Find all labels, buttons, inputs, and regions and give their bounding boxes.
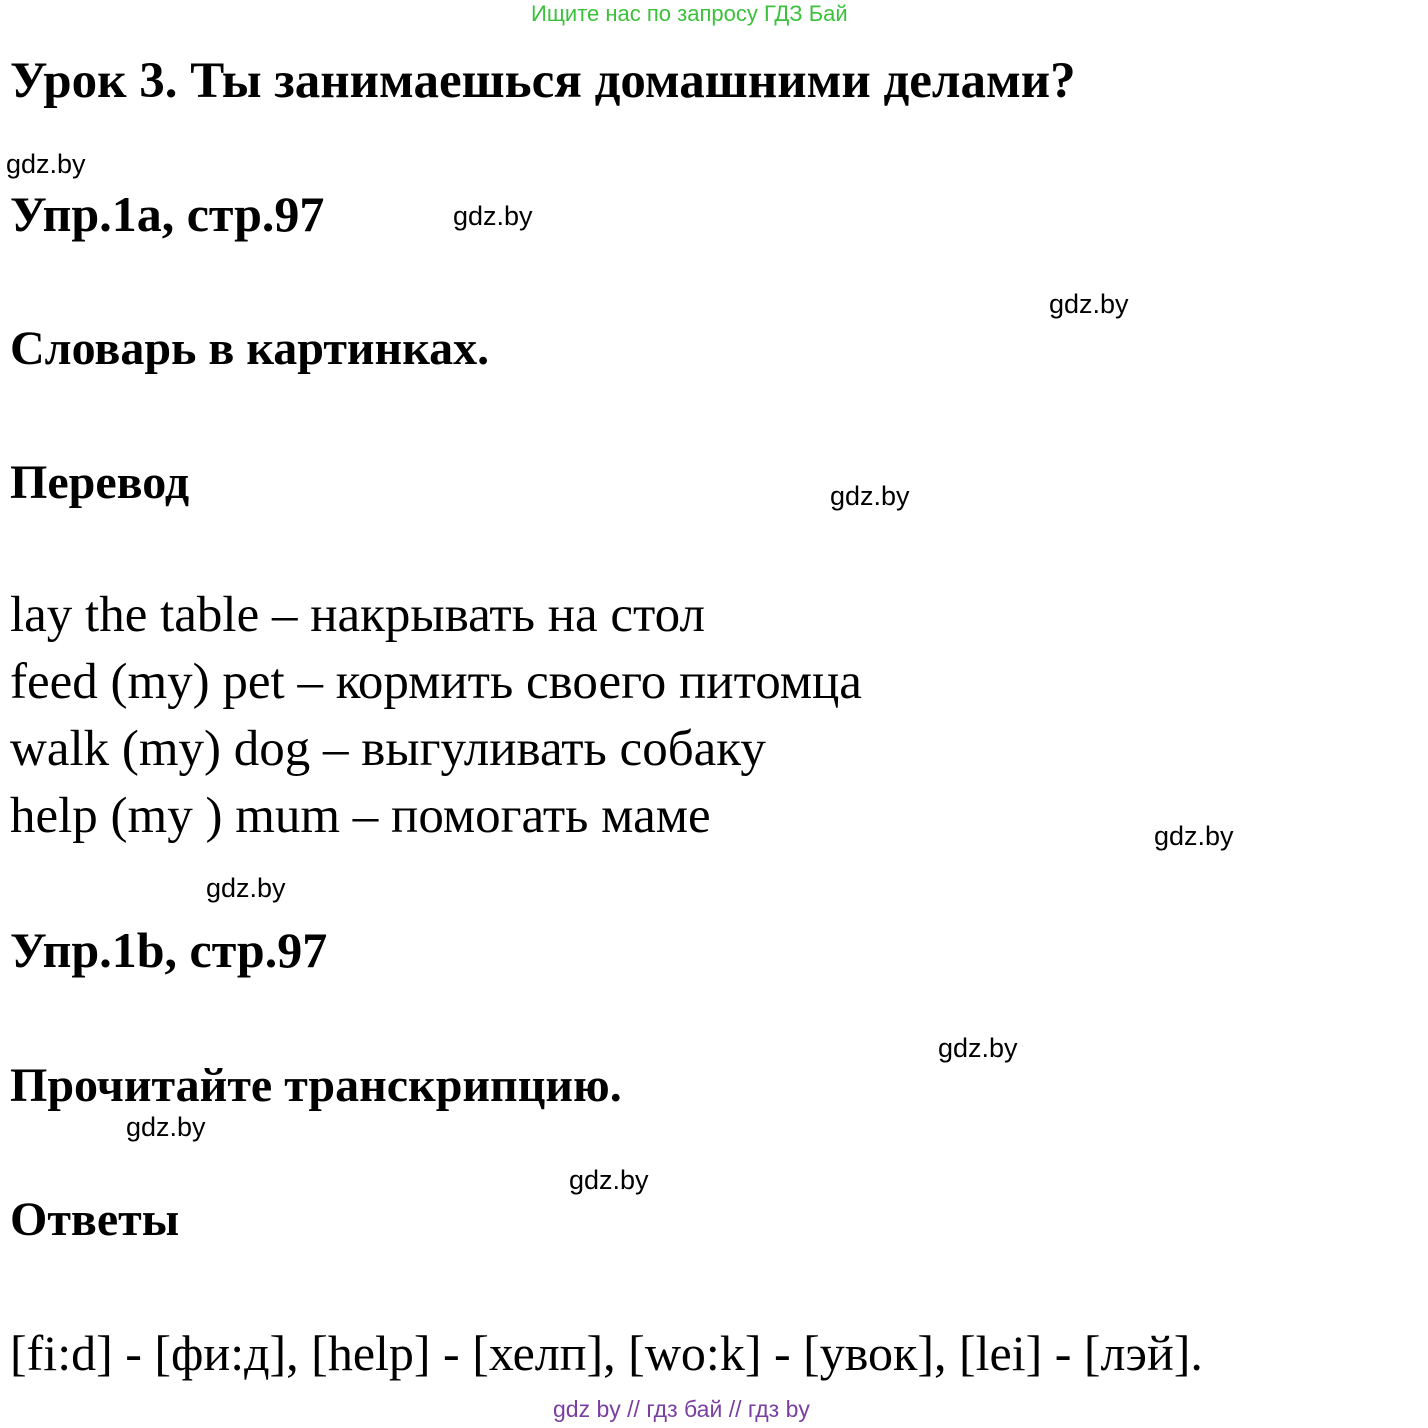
exercise-1b-task: Прочитайте транскрипцию.: [10, 1059, 622, 1112]
exercise-1a-section-label: Перевод: [10, 456, 190, 509]
search-banner: Ищите нас по запросу ГДЗ Бай: [531, 1, 848, 26]
exercise-1a-task: Словарь в картинках.: [10, 322, 490, 375]
vocabulary-line: feed (my) pet – кормить своего питомца: [10, 654, 862, 710]
watermark: gdz.by: [569, 1165, 649, 1195]
lesson-title: Урок 3. Ты занимаешься домашними делами?: [10, 53, 1076, 109]
footer-watermark: gdz by // гдз бай // гдз by: [553, 1396, 810, 1422]
watermark: gdz.by: [453, 201, 533, 231]
watermark: gdz.by: [6, 149, 86, 179]
watermark: gdz.by: [126, 1112, 206, 1142]
vocabulary-line: walk (my) dog – выгуливать собаку: [10, 721, 766, 777]
watermark: gdz.by: [1154, 821, 1234, 851]
exercise-1a-heading: Упр.1а, стр.97: [10, 186, 325, 242]
exercise-1b-heading: Упр.1b, стр.97: [10, 922, 328, 978]
watermark: gdz.by: [938, 1033, 1018, 1063]
watermark: gdz.by: [206, 873, 286, 903]
vocabulary-line: help (my ) mum – помогать маме: [10, 788, 711, 844]
vocabulary-line: lay the table – накрывать на стол: [10, 587, 705, 643]
transcription-answer: [fi:d] - [фи:д], [help] - [хелп], [wo:k] - [увок], [lei] - [лэй].: [10, 1325, 1203, 1381]
watermark: gdz.by: [1049, 289, 1129, 319]
exercise-1b-section-label: Ответы: [10, 1193, 180, 1246]
watermark: gdz.by: [830, 481, 910, 511]
